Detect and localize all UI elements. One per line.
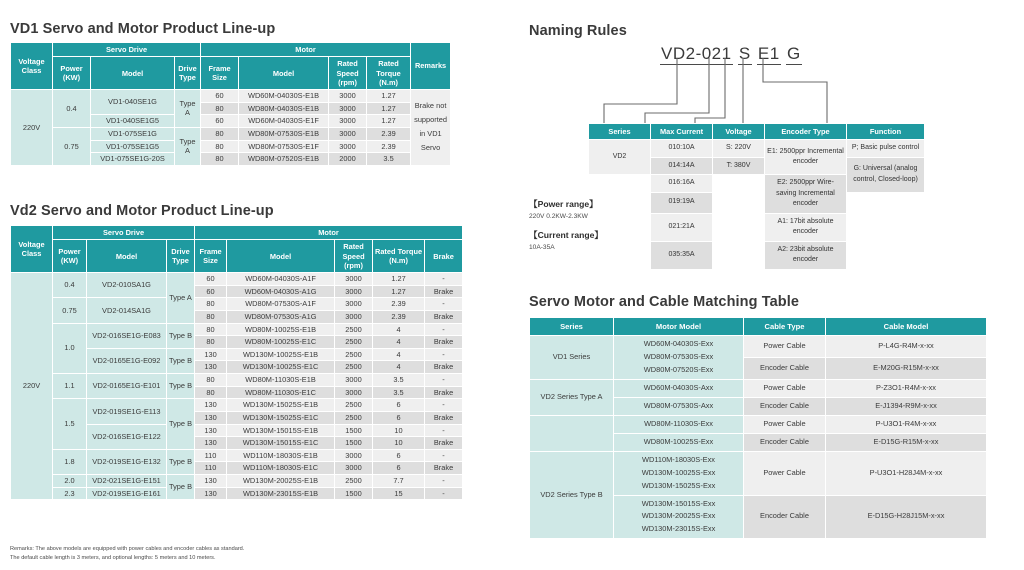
vd2-rated-torque-cell: 6 [373,449,425,462]
cable-table-row [530,379,987,397]
vd1-th-remarks: Remarks [411,43,451,90]
vd1-frame-size-cell: 80 [201,127,239,140]
cable-motor-model: WD130M-20025S-Exx [641,511,716,521]
vd2-th-power: Power (KW) [53,240,87,273]
vd2-brake-cell: - [425,487,463,500]
cable-series-cell [530,415,614,451]
naming-th-voltage: Voltage [713,124,765,140]
naming-encoder-type-cell: A2: 23bit absolute encoder [765,241,847,269]
cable-type-cell: Encoder Cable [744,433,826,451]
vd2-drive-model-cell: VD2-019SE1G-E161 [87,487,167,500]
vd2-rated-torque-cell: 6 [373,411,425,424]
vd1-motor-model-cell: WD60M-04030S-E1B [239,90,329,103]
cable-model-cell: E-D15G-R15M-x-xx [826,433,987,451]
cable-motor-model: WD80M-10025S-Exx [643,436,714,446]
vd2-brake-cell: Brake [425,462,463,475]
vd2-motor-model-cell: WD130M-10025S-E1C [227,361,335,374]
cable-model-cell: E-D15G-H28J15M-x-xx [826,495,987,539]
vd2-brake-cell: - [425,449,463,462]
vd2-th-drive-model: Model [87,240,167,273]
vd2-rated-torque-cell: 10 [373,437,425,450]
vd2-drive-model-cell: VD2-016SE1G-E122 [87,424,167,449]
naming-rules-title: Naming Rules [529,23,627,39]
remarks-line-2: The default cable length is 3 meters, and optional lengths: 5 meters and 10 meters. [10,554,216,561]
vd2-frame-size-cell: 110 [195,462,227,475]
vd2-motor-model-cell: WD130M-15025S-E1B [227,399,335,412]
naming-voltage-cell: T: 380V [713,157,765,175]
vd1-th-rated-speed: Rated Speed (rpm) [329,57,367,90]
vd2-rated-torque-cell: 6 [373,399,425,412]
naming-th-series: Series [589,124,651,140]
cable-motor-list [614,495,744,539]
cable-motor-model: WD60M-04030S-Exx [643,339,714,348]
cable-matching-table [529,317,987,539]
vd1-rated-speed-cell: 3000 [329,102,367,115]
cable-model-cell: P-Z3O1-R4M-x-xx [826,379,987,397]
vd1-rated-torque-cell: 2.39 [367,127,411,140]
vd2-drive-type-cell: Type B [167,399,195,450]
vd2-motor-model-cell: WD130M-15015S-E1C [227,437,335,450]
vd2-motor-model-cell: WD80M-10025S-E1C [227,336,335,349]
vd2-rated-speed-cell: 3000 [335,298,373,311]
vd2-th-frame-size: Frame Size [195,240,227,273]
vd2-drive-model-cell: VD2-021SE1G-E151 [87,475,167,488]
leader-function [763,58,827,123]
cable-model-cell: E-M20G-R15M-x-xx [826,357,987,379]
current-range-value: 10A-35A [529,244,555,251]
cable-motor-model: WD130M-10025S-Exx [641,467,716,477]
naming-th-max-current: Max Current [651,124,713,140]
vd2-table-row [11,399,463,412]
vd2-rated-speed-cell: 2500 [335,411,373,424]
vd1-th-group-servo-drive: Servo Drive [53,43,201,57]
vd2-group-header-row [11,226,463,240]
vd1-frame-size-cell: 80 [201,153,239,166]
naming-max-current-cell: 019:19A [651,192,713,213]
naming-rules-table [588,123,925,270]
naming-th-encoder-type: Encoder Type [765,124,847,140]
vd2-brake-cell: - [425,273,463,286]
vd2-power-cell: 0.4 [53,273,87,298]
vd2-brake-cell: - [425,475,463,488]
naming-encoder-type-cell: A1: 17bit absolute encoder [765,213,847,241]
vd2-rated-speed-cell: 3000 [335,374,373,387]
vd2-rated-torque-cell: 1.27 [373,285,425,298]
vd1-motor-model-cell: WD60M-04030S-E1F [239,115,329,128]
vd2-rated-speed-cell: 2500 [335,399,373,412]
naming-table-row [589,140,925,158]
vd2-rated-torque-cell: 10 [373,424,425,437]
cable-motor-model: WD130M-23015S-Exx [641,524,716,534]
vd2-rated-speed-cell: 3000 [335,386,373,399]
vd2-frame-size-cell: 80 [195,374,227,387]
vd2-product-table [10,225,463,500]
vd2-rated-speed-cell: 2500 [335,475,373,488]
cable-table-title: Servo Motor and Cable Matching Table [529,294,800,310]
code-segment-voltage: S [738,44,751,63]
vd1-drive-model-cell: VD1-040SE1G5 [91,115,175,128]
cable-motor-model: WD60M-04030S-Axx [643,382,714,392]
vd1-motor-model-cell: WD80M-07520S-E1B [239,153,329,166]
vd2-table-row [11,323,463,336]
cable-th-motor-model: Motor Model [614,318,744,336]
vd1-drive-type-cell: Type A [175,90,201,128]
vd2-rated-speed-cell: 3000 [335,449,373,462]
naming-encoder-type-cell: E2: 2500ppr Wire-saving Incremental encoder [765,175,847,214]
naming-voltage-blank [713,175,765,270]
vd2-frame-size-cell: 130 [195,475,227,488]
vd2-th-group-motor: Motor [195,226,463,240]
vd2-rated-speed-cell: 3000 [335,310,373,323]
naming-max-current-cell: 014:14A [651,157,713,175]
vd2-brake-cell: - [425,348,463,361]
vd2-rated-torque-cell: 4 [373,336,425,349]
cable-motor-list [614,397,744,415]
vd2-motor-model-cell: WD110M-18030S-E1C [227,462,335,475]
vd2-rated-speed-cell: 3000 [335,273,373,286]
vd2-section-title: Vd2 Servo and Motor Product Line-up [10,203,274,219]
vd2-brake-cell: - [425,374,463,387]
naming-max-current-cell: 035:35A [651,241,713,269]
vd1-header-row [11,57,451,90]
vd2-motor-model-cell: WD130M-15025S-E1C [227,411,335,424]
vd2-power-cell: 1.1 [53,374,87,399]
vd2-th-drive-type: Drive Type [167,240,195,273]
vd1-rated-speed-cell: 3000 [329,115,367,128]
vd2-motor-model-cell: WD80M-10025S-E1B [227,323,335,336]
vd2-drive-type-cell: Type B [167,348,195,373]
vd1-drive-type-cell: Type A [175,127,201,165]
cable-motor-list [614,415,744,433]
vd2-rated-speed-cell: 1500 [335,487,373,500]
vd1-remarks-cell: Brake not supported in VD1 Servo [411,90,451,166]
vd1-rated-speed-cell: 2000 [329,153,367,166]
vd2-drive-model-cell: VD2-0165E1G-E092 [87,348,167,373]
cable-type-cell: Encoder Cable [744,397,826,415]
vd1-th-drive-model: Model [91,57,175,90]
vd2-th-rated-torque: Rated Torque (N.m) [373,240,425,273]
power-range-value: 220V 0.2KW-2.3KW [529,213,588,220]
vd2-brake-cell: - [425,424,463,437]
vd2-drive-type-cell: Type B [167,374,195,399]
current-range-label: 【Current range】 [529,230,604,240]
vd2-frame-size-cell: 110 [195,449,227,462]
vd1-drive-model-cell: VD1-075SE1G5 [91,140,175,153]
vd2-frame-size-cell: 80 [195,336,227,349]
cable-table-row [530,336,987,358]
vd2-motor-model-cell: WD130M-20025S-E1B [227,475,335,488]
naming-max-current-cell: 010:10A [651,140,713,158]
vd2-motor-model-cell: WD130M-23015S-E1B [227,487,335,500]
vd1-th-voltage-class: Voltage Class [11,43,53,90]
vd2-rated-torque-cell: 2.39 [373,310,425,323]
power-range-label: 【Power range】 [529,199,598,209]
naming-leader-lines [529,56,929,126]
cable-type-cell: Encoder Cable [744,357,826,379]
vd2-frame-size-cell: 130 [195,399,227,412]
vd2-th-rated-speed: Rated Speed (rpm) [335,240,373,273]
vd2-power-cell: 2.0 [53,475,87,488]
cable-model-cell: P-L4G-R4M-x-xx [826,336,987,358]
cable-motor-model: WD80M-11030S-Exx [644,418,713,428]
vd2-drive-model-cell: VD2-010SA1G [87,273,167,298]
vd2-power-cell: 0.75 [53,298,87,323]
vd2-rated-torque-cell: 4 [373,361,425,374]
vd1-rated-speed-cell: 3000 [329,127,367,140]
vd2-drive-type-cell: Type B [167,449,195,474]
vd2-drive-model-cell: VD2-019SE1G-E113 [87,399,167,424]
vd1-motor-model-cell: WD80M-04030S-E1B [239,102,329,115]
vd1-frame-size-cell: 80 [201,102,239,115]
vd1-motor-model-cell: WD80M-07530S-E1B [239,127,329,140]
cable-th-series: Series [530,318,614,336]
vd2-brake-cell: Brake [425,310,463,323]
vd2-rated-torque-cell: 4 [373,348,425,361]
vd2-frame-size-cell: 80 [195,310,227,323]
vd1-frame-size-cell: 60 [201,90,239,103]
vd2-table-row [11,273,463,286]
vd2-frame-size-cell: 130 [195,348,227,361]
vd1-table-row [11,127,451,140]
vd1-rated-speed-cell: 3000 [329,140,367,153]
cable-type-cell: Power Cable [744,379,826,397]
vd1-power-cell: 0.75 [53,127,91,165]
vd1-rated-torque-cell: 1.27 [367,102,411,115]
vd2-brake-cell: Brake [425,411,463,424]
cable-motor-model: WD80M-07530S-Exx [643,351,714,361]
vd2-power-cell: 1.8 [53,449,87,474]
vd2-power-cell: 2.3 [53,487,87,500]
cable-model-cell: P-U3O1-R4M-x-xx [826,415,987,433]
cable-series-cell: VD2 Series Type A [530,379,614,415]
vd1-rated-torque-cell: 3.5 [367,153,411,166]
vd2-table-row [11,298,463,311]
vd2-motor-model-cell: WD80M-11030S-E1B [227,374,335,387]
cable-type-cell: Power Cable [744,415,826,433]
naming-th-function: Function [847,124,925,140]
vd1-drive-model-cell: VD1-075SE1G-20S [91,153,175,166]
vd2-frame-size-cell: 80 [195,298,227,311]
cable-th-cable-type: Cable Type [744,318,826,336]
vd2-rated-speed-cell: 2500 [335,336,373,349]
vd1-drive-model-cell: VD1-075SE1G [91,127,175,140]
vd2-motor-model-cell: WD130M-15015S-E1B [227,424,335,437]
vd2-rated-speed-cell: 3000 [335,285,373,298]
vd1-product-table [10,42,451,166]
vd1-voltage-class-cell: 220V [11,90,53,166]
cable-motor-list [614,451,744,495]
cable-motor-list [614,379,744,397]
naming-function-cell: G: Universal (analog control, Closed-loop) [847,157,925,192]
vd1-motor-model-cell: WD80M-07530S-E1F [239,140,329,153]
vd2-table-row [11,449,463,462]
cable-table-row [530,415,987,433]
cable-type-cell: Encoder Cable [744,495,826,539]
vd2-header-row [11,240,463,273]
vd2-rated-torque-cell: 3.5 [373,374,425,387]
vd2-brake-cell: Brake [425,336,463,349]
vd2-frame-size-cell: 80 [195,323,227,336]
vd2-rated-torque-cell: 4 [373,323,425,336]
vd2-rated-torque-cell: 6 [373,462,425,475]
cable-type-cell: Power Cable [744,336,826,358]
vd2-rated-torque-cell: 7.7 [373,475,425,488]
vd1-rated-speed-cell: 3000 [329,90,367,103]
vd2-brake-cell: - [425,323,463,336]
vd2-remarks [10,545,244,562]
vd2-th-motor-model: Model [227,240,335,273]
vd2-brake-cell: Brake [425,437,463,450]
vd2-th-voltage-class: Voltage Class [11,226,53,273]
vd2-table-row [11,475,463,488]
cable-motor-model: WD110M-18030S-Exx [642,454,715,464]
vd2-brake-cell: - [425,298,463,311]
vd2-frame-size-cell: 60 [195,273,227,286]
range-notes [529,198,603,260]
vd2-rated-torque-cell: 1.27 [373,273,425,286]
cable-motor-list [614,433,744,451]
cable-model-cell: P-U3O1-H28J4M-x-xx [826,451,987,495]
vd1-power-cell: 0.4 [53,90,91,128]
remarks-line-1: Remarks: The above models are equipped with power cables and encoder cables as standard. [10,546,245,552]
vd2-frame-size-cell: 80 [195,386,227,399]
vd2-motor-model-cell: WD130M-10025S-E1B [227,348,335,361]
code-segment-function: G [786,44,801,63]
cable-model-cell: E-J1394-R9M-x-xx [826,397,987,415]
cable-table-row [530,451,987,495]
code-segment-series: VD2-021 [661,44,732,63]
code-segment-encoder: E1 [757,44,780,63]
cable-series-cell: VD1 Series [530,336,614,380]
cable-motor-model: WD130M-15025S-Exx [641,480,716,490]
vd2-drive-model-cell: VD2-014SA1G [87,298,167,323]
vd2-table-row [11,487,463,500]
vd2-motor-model-cell: WD60M-04030S-A1G [227,285,335,298]
vd2-voltage-class-cell: 220V [11,273,53,500]
vd2-drive-type-cell: Type B [167,323,195,348]
vd2-rated-speed-cell: 2500 [335,348,373,361]
vd1-frame-size-cell: 60 [201,115,239,128]
naming-max-current-cell: 021:21A [651,213,713,241]
vd2-drive-type-cell: Type B [167,475,195,500]
vd1-section-title: VD1 Servo and Motor Product Line-up [10,21,276,37]
naming-encoder-type-cell: E1: 2500ppr Incremental encoder [765,140,847,175]
vd1-th-frame-size: Frame Size [201,57,239,90]
vd2-motor-model-cell: WD80M-11030S-E1C [227,386,335,399]
vd2-frame-size-cell: 130 [195,437,227,450]
naming-header-row [589,124,925,140]
vd2-brake-cell: Brake [425,386,463,399]
vd2-brake-cell: Brake [425,285,463,298]
vd2-brake-cell: Brake [425,361,463,374]
naming-voltage-cell: S: 220V [713,140,765,158]
vd2-frame-size-cell: 130 [195,411,227,424]
vd2-frame-size-cell: 130 [195,361,227,374]
vd2-drive-model-cell: VD2-0165E1G-E101 [87,374,167,399]
vd2-power-cell: 1.5 [53,399,87,450]
vd2-motor-model-cell: WD110M-18030S-E1B [227,449,335,462]
vd2-drive-type-cell: Type A [167,273,195,324]
vd2-drive-model-cell: VD2-019SE1G-E132 [87,449,167,474]
vd2-motor-model-cell: WD80M-07530S-A1F [227,298,335,311]
vd1-th-drive-type: Drive Type [175,57,201,90]
vd2-rated-speed-cell: 3000 [335,462,373,475]
naming-function-blank [847,192,925,269]
vd2-rated-speed-cell: 1500 [335,437,373,450]
vd1-table-row [11,90,451,103]
vd2-th-brake: Brake [425,240,463,273]
vd2-rated-torque-cell: 2.39 [373,298,425,311]
cable-series-cell: VD2 Series Type B [530,451,614,539]
cable-type-cell: Power Cable [744,451,826,495]
vd2-drive-model-cell: VD2-016SE1G-E083 [87,323,167,348]
cable-th-cable-model: Cable Model [826,318,987,336]
vd1-th-motor-model: Model [239,57,329,90]
cable-header-row [530,318,987,336]
vd1-frame-size-cell: 80 [201,140,239,153]
vd1-group-header-row [11,43,451,57]
vd2-brake-cell: - [425,399,463,412]
vd2-rated-torque-cell: 15 [373,487,425,500]
vd1-th-power: Power (KW) [53,57,91,90]
cable-motor-model: WD80M-07520S-Exx [643,364,714,374]
vd2-rated-speed-cell: 2500 [335,361,373,374]
cable-motor-list [614,336,744,380]
cable-motor-model: WD80M-07530S-Axx [643,400,714,410]
vd2-motor-model-cell: WD60M-04030S-A1F [227,273,335,286]
vd2-rated-torque-cell: 3.5 [373,386,425,399]
vd1-th-rated-torque: Rated Torque (N.m) [367,57,411,90]
vd2-table-row [11,374,463,387]
vd1-rated-torque-cell: 2.39 [367,140,411,153]
vd2-frame-size-cell: 130 [195,487,227,500]
naming-max-current-cell: 016:16A [651,175,713,193]
vd2-frame-size-cell: 60 [195,285,227,298]
vd1-rated-torque-cell: 1.27 [367,90,411,103]
vd2-power-cell: 1.0 [53,323,87,374]
cable-motor-model: WD130M-15015S-Exx [641,498,716,508]
vd1-rated-torque-cell: 1.27 [367,115,411,128]
vd2-rated-speed-cell: 1500 [335,424,373,437]
vd2-th-group-servo-drive: Servo Drive [53,226,195,240]
vd1-drive-model-cell: VD1-040SE1G [91,90,175,115]
vd1-th-group-motor: Motor [201,43,411,57]
vd2-motor-model-cell: WD80M-07530S-A1G [227,310,335,323]
vd2-frame-size-cell: 130 [195,424,227,437]
naming-series-cell: VD2 [589,140,651,175]
vd2-rated-speed-cell: 2500 [335,323,373,336]
naming-function-cell: P; Basic pulse control [847,140,925,158]
